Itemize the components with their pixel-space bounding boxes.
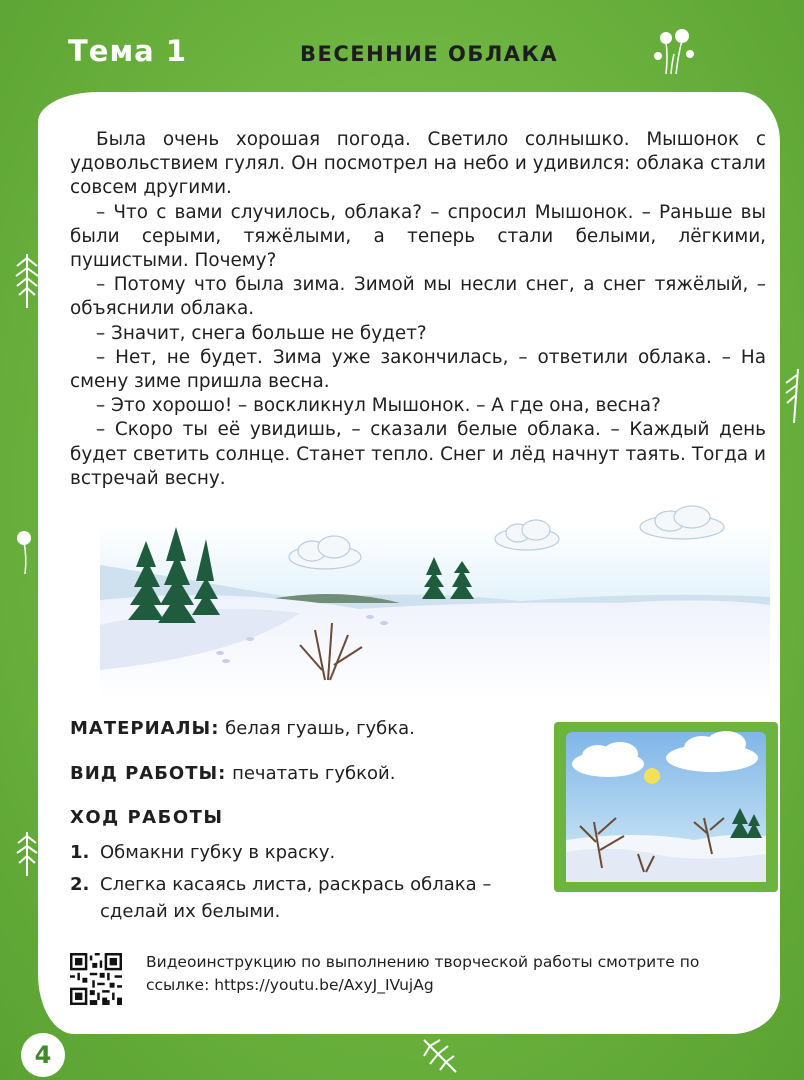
story-paragraph: – Потому что была зима. Зимой мы несли снег, а снег тяжёлый, – объяснили облака. [70, 274, 766, 320]
video-instruction-note[interactable]: Видеоинструкцию по выполнению творческой работы смотрите по ссылке: https://youtu.be/AxyJ_IVujAg [146, 953, 700, 994]
step-text: Обмакни губку в краску. [100, 842, 336, 863]
sun-icon [644, 768, 660, 784]
story-paragraph: – Значит, снега больше не будет? [96, 322, 427, 344]
sample-artwork-frame [554, 722, 778, 892]
story-text [70, 128, 766, 491]
step-number: 1. [70, 842, 90, 863]
leaf-icon [784, 365, 804, 425]
step-number: 2. [70, 874, 90, 895]
story-paragraph: – Скоро ты её увидишь, – сказали белые облака. – Каждый день будет светить солнце. Станет тепло. Снег и лёд начнут таять. Тогда и встречай весну. [70, 419, 766, 489]
step-item [70, 871, 550, 925]
work-type-label: ВИД РАБОТЫ: [70, 763, 227, 784]
work-type-value: печатать губкой. [232, 763, 396, 784]
story-paragraph: Была очень хорошая погода. Светило солнышко. Мышонок с удовольствием гулял. Он посмотрел на небо и удивился: облака стали совсем другими. [70, 129, 766, 199]
leaf-icon [14, 828, 40, 878]
step-item [70, 839, 550, 866]
winter-scene-illustration [100, 505, 770, 700]
qr-code-icon[interactable] [70, 953, 122, 1005]
work-type-line [70, 763, 395, 784]
story-paragraph: – Нет, не будет. Зима уже закончилась, – ответили облака. – На смену зиме пришла весна. [70, 346, 766, 393]
dandelion-icon [652, 26, 696, 76]
page-title: ВЕСЕННИЕ ОБЛАКА [300, 42, 558, 66]
materials-line [70, 718, 415, 739]
sample-artwork [554, 722, 778, 892]
dandelion-icon [10, 528, 40, 576]
steps-title: ХОД РАБОТЫ [70, 807, 224, 828]
story-paragraph: – Что с вами случилось, облака? – спросил Мышонок. – Раньше вы были серыми, тяжёлыми, а теперь стали белыми, лёгкими, пушистыми. Почему? [70, 201, 766, 272]
materials-value: белая гуашь, губка. [225, 718, 415, 739]
step-text: Слегка касаясь листа, раскрась облака – сделай их белыми. [100, 874, 492, 922]
story-paragraph: – Это хорошо! – воскликнул Мышонок. – А где она, весна? [96, 395, 661, 417]
page-number: 4 [21, 1033, 65, 1077]
leaf-icon [420, 1036, 460, 1076]
topic-label: Тема 1 [68, 34, 187, 68]
materials-label: МАТЕРИАЛЫ: [70, 718, 220, 739]
